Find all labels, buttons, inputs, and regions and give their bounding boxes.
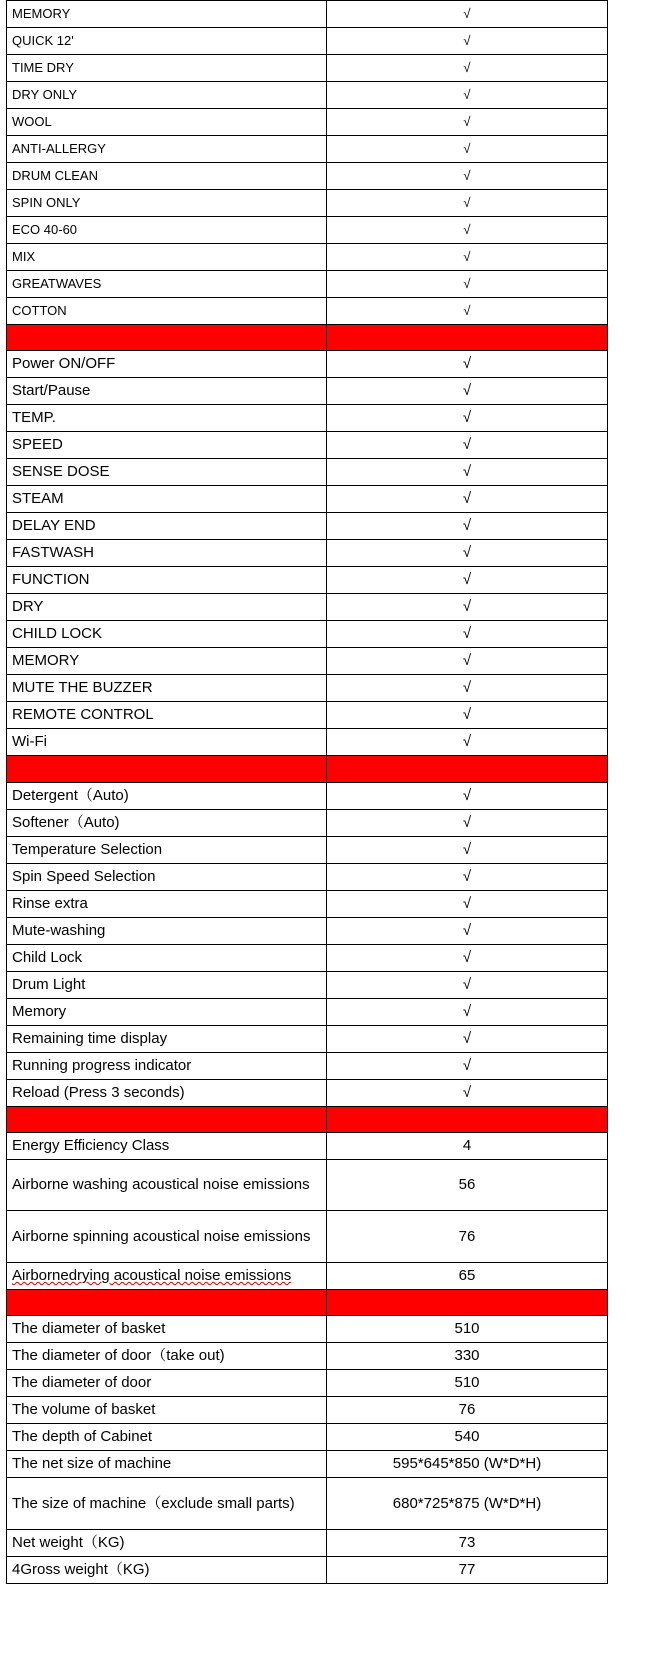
row-label: Reload (Press 3 seconds) xyxy=(7,1079,327,1106)
table-row xyxy=(7,594,608,621)
table-row xyxy=(7,675,608,702)
row-label: Airborne washing acoustical noise emissions xyxy=(7,1159,327,1211)
table-row xyxy=(7,1451,608,1478)
table-row xyxy=(7,540,608,567)
row-label: Mute-washing xyxy=(7,917,327,944)
table-row xyxy=(7,971,608,998)
table-row xyxy=(7,1052,608,1079)
row-label: DRY ONLY xyxy=(7,82,327,109)
table-row xyxy=(7,1343,608,1370)
table-row xyxy=(7,271,608,298)
row-value: 65 xyxy=(327,1263,608,1290)
row-label: FUNCTION xyxy=(7,567,327,594)
check-mark: √ xyxy=(327,729,608,756)
row-label: TEMP. xyxy=(7,405,327,432)
table-row xyxy=(7,1263,608,1290)
check-mark: √ xyxy=(327,594,608,621)
spec-table xyxy=(6,0,608,1584)
table-row xyxy=(7,1316,608,1343)
table-row xyxy=(7,190,608,217)
check-mark: √ xyxy=(327,675,608,702)
row-label: SPEED xyxy=(7,432,327,459)
row-label: Wi-Fi xyxy=(7,729,327,756)
check-mark: √ xyxy=(327,298,608,325)
table-row xyxy=(7,890,608,917)
check-mark: √ xyxy=(327,271,608,298)
table-row xyxy=(7,1025,608,1052)
check-mark: √ xyxy=(327,1,608,28)
check-mark: √ xyxy=(327,217,608,244)
table-row xyxy=(7,917,608,944)
table-row xyxy=(7,1529,608,1556)
check-mark: √ xyxy=(327,55,608,82)
check-mark: √ xyxy=(327,1052,608,1079)
row-value: 76 xyxy=(327,1211,608,1263)
row-label: GREATWAVES xyxy=(7,271,327,298)
table-row xyxy=(7,298,608,325)
row-label: The volume of basket xyxy=(7,1397,327,1424)
row-label: STEAM xyxy=(7,486,327,513)
table-row xyxy=(7,405,608,432)
check-mark: √ xyxy=(327,836,608,863)
row-label: DRY xyxy=(7,594,327,621)
table-row xyxy=(7,1132,608,1159)
section-separator xyxy=(7,325,608,351)
table-row xyxy=(7,28,608,55)
row-label: The diameter of door xyxy=(7,1370,327,1397)
table-row xyxy=(7,729,608,756)
row-label: Airborne spinning acoustical noise emissions xyxy=(7,1211,327,1263)
row-value: 4 xyxy=(327,1132,608,1159)
row-value: 56 xyxy=(327,1159,608,1211)
row-label: Child Lock xyxy=(7,944,327,971)
row-label: Running progress indicator xyxy=(7,1052,327,1079)
table-row xyxy=(7,782,608,809)
row-label: Spin Speed Selection xyxy=(7,863,327,890)
table-row xyxy=(7,1079,608,1106)
row-value: 595*645*850 (W*D*H) xyxy=(327,1451,608,1478)
table-row xyxy=(7,1,608,28)
table-row xyxy=(7,486,608,513)
section-separator xyxy=(7,1106,608,1132)
check-mark: √ xyxy=(327,82,608,109)
row-value: 680*725*875 (W*D*H) xyxy=(327,1478,608,1530)
row-label: CHILD LOCK xyxy=(7,621,327,648)
check-mark: √ xyxy=(327,971,608,998)
row-label: The net size of machine xyxy=(7,1451,327,1478)
section-separator xyxy=(7,1290,608,1316)
check-mark: √ xyxy=(327,190,608,217)
check-mark: √ xyxy=(327,459,608,486)
row-label: ANTI-ALLERGY xyxy=(7,136,327,163)
check-mark: √ xyxy=(327,621,608,648)
row-label: Rinse extra xyxy=(7,890,327,917)
row-label: Softener（Auto) xyxy=(7,809,327,836)
row-value: 540 xyxy=(327,1424,608,1451)
row-label: Temperature Selection xyxy=(7,836,327,863)
check-mark: √ xyxy=(327,1025,608,1052)
check-mark: √ xyxy=(327,917,608,944)
table-row xyxy=(7,1159,608,1211)
row-label: SENSE DOSE xyxy=(7,459,327,486)
table-row xyxy=(7,378,608,405)
row-label: FASTWASH xyxy=(7,540,327,567)
row-label: Start/Pause xyxy=(7,378,327,405)
table-row xyxy=(7,136,608,163)
row-label: COTTON xyxy=(7,298,327,325)
row-label: MEMORY xyxy=(7,1,327,28)
check-mark: √ xyxy=(327,890,608,917)
row-label: DELAY END xyxy=(7,513,327,540)
row-label: The diameter of door（take out) xyxy=(7,1343,327,1370)
row-label: MIX xyxy=(7,244,327,271)
section-separator xyxy=(7,756,608,782)
table-row xyxy=(7,567,608,594)
check-mark: √ xyxy=(327,998,608,1025)
check-mark: √ xyxy=(327,109,608,136)
check-mark: √ xyxy=(327,863,608,890)
table-row xyxy=(7,1478,608,1530)
row-value: 510 xyxy=(327,1316,608,1343)
table-row xyxy=(7,432,608,459)
row-label: The depth of Cabinet xyxy=(7,1424,327,1451)
row-label: Airbornedrying acoustical noise emissions xyxy=(7,1263,327,1290)
row-label: Net weight（KG) xyxy=(7,1529,327,1556)
table-row xyxy=(7,163,608,190)
check-mark: √ xyxy=(327,809,608,836)
table-row xyxy=(7,944,608,971)
row-value: 510 xyxy=(327,1370,608,1397)
table-row xyxy=(7,244,608,271)
check-mark: √ xyxy=(327,486,608,513)
check-mark: √ xyxy=(327,1079,608,1106)
row-label: TIME DRY xyxy=(7,55,327,82)
table-row xyxy=(7,217,608,244)
check-mark: √ xyxy=(327,432,608,459)
table-row xyxy=(7,648,608,675)
check-mark: √ xyxy=(327,244,608,271)
row-label: Power ON/OFF xyxy=(7,351,327,378)
check-mark: √ xyxy=(327,136,608,163)
row-value: 73 xyxy=(327,1529,608,1556)
row-label: Memory xyxy=(7,998,327,1025)
row-label: Energy Efficiency Class xyxy=(7,1132,327,1159)
table-row xyxy=(7,1397,608,1424)
table-row xyxy=(7,1424,608,1451)
row-label: Remaining time display xyxy=(7,1025,327,1052)
check-mark: √ xyxy=(327,782,608,809)
table-row xyxy=(7,621,608,648)
check-mark: √ xyxy=(327,513,608,540)
row-label: The diameter of basket xyxy=(7,1316,327,1343)
row-label: 4Gross weight（KG) xyxy=(7,1556,327,1583)
row-label: REMOTE CONTROL xyxy=(7,702,327,729)
table-row xyxy=(7,351,608,378)
table-row xyxy=(7,1370,608,1397)
table-row xyxy=(7,998,608,1025)
table-row xyxy=(7,109,608,136)
table-row xyxy=(7,836,608,863)
row-label: Drum Light xyxy=(7,971,327,998)
check-mark: √ xyxy=(327,28,608,55)
table-row xyxy=(7,513,608,540)
table-row xyxy=(7,1556,608,1583)
row-value: 76 xyxy=(327,1397,608,1424)
check-mark: √ xyxy=(327,378,608,405)
row-label: Detergent（Auto) xyxy=(7,782,327,809)
row-label: QUICK 12' xyxy=(7,28,327,55)
table-row xyxy=(7,1211,608,1263)
check-mark: √ xyxy=(327,540,608,567)
row-label: MUTE THE BUZZER xyxy=(7,675,327,702)
table-row xyxy=(7,863,608,890)
check-mark: √ xyxy=(327,944,608,971)
row-label: WOOL xyxy=(7,109,327,136)
check-mark: √ xyxy=(327,567,608,594)
row-label: The size of machine（exclude small parts) xyxy=(7,1478,327,1530)
check-mark: √ xyxy=(327,405,608,432)
table-row xyxy=(7,809,608,836)
row-label: SPIN ONLY xyxy=(7,190,327,217)
row-label: MEMORY xyxy=(7,648,327,675)
check-mark: √ xyxy=(327,702,608,729)
table-row xyxy=(7,459,608,486)
row-value: 77 xyxy=(327,1556,608,1583)
row-label: ECO 40-60 xyxy=(7,217,327,244)
table-row xyxy=(7,702,608,729)
row-label: DRUM CLEAN xyxy=(7,163,327,190)
check-mark: √ xyxy=(327,163,608,190)
table-row xyxy=(7,82,608,109)
row-value: 330 xyxy=(327,1343,608,1370)
check-mark: √ xyxy=(327,351,608,378)
table-row xyxy=(7,55,608,82)
check-mark: √ xyxy=(327,648,608,675)
